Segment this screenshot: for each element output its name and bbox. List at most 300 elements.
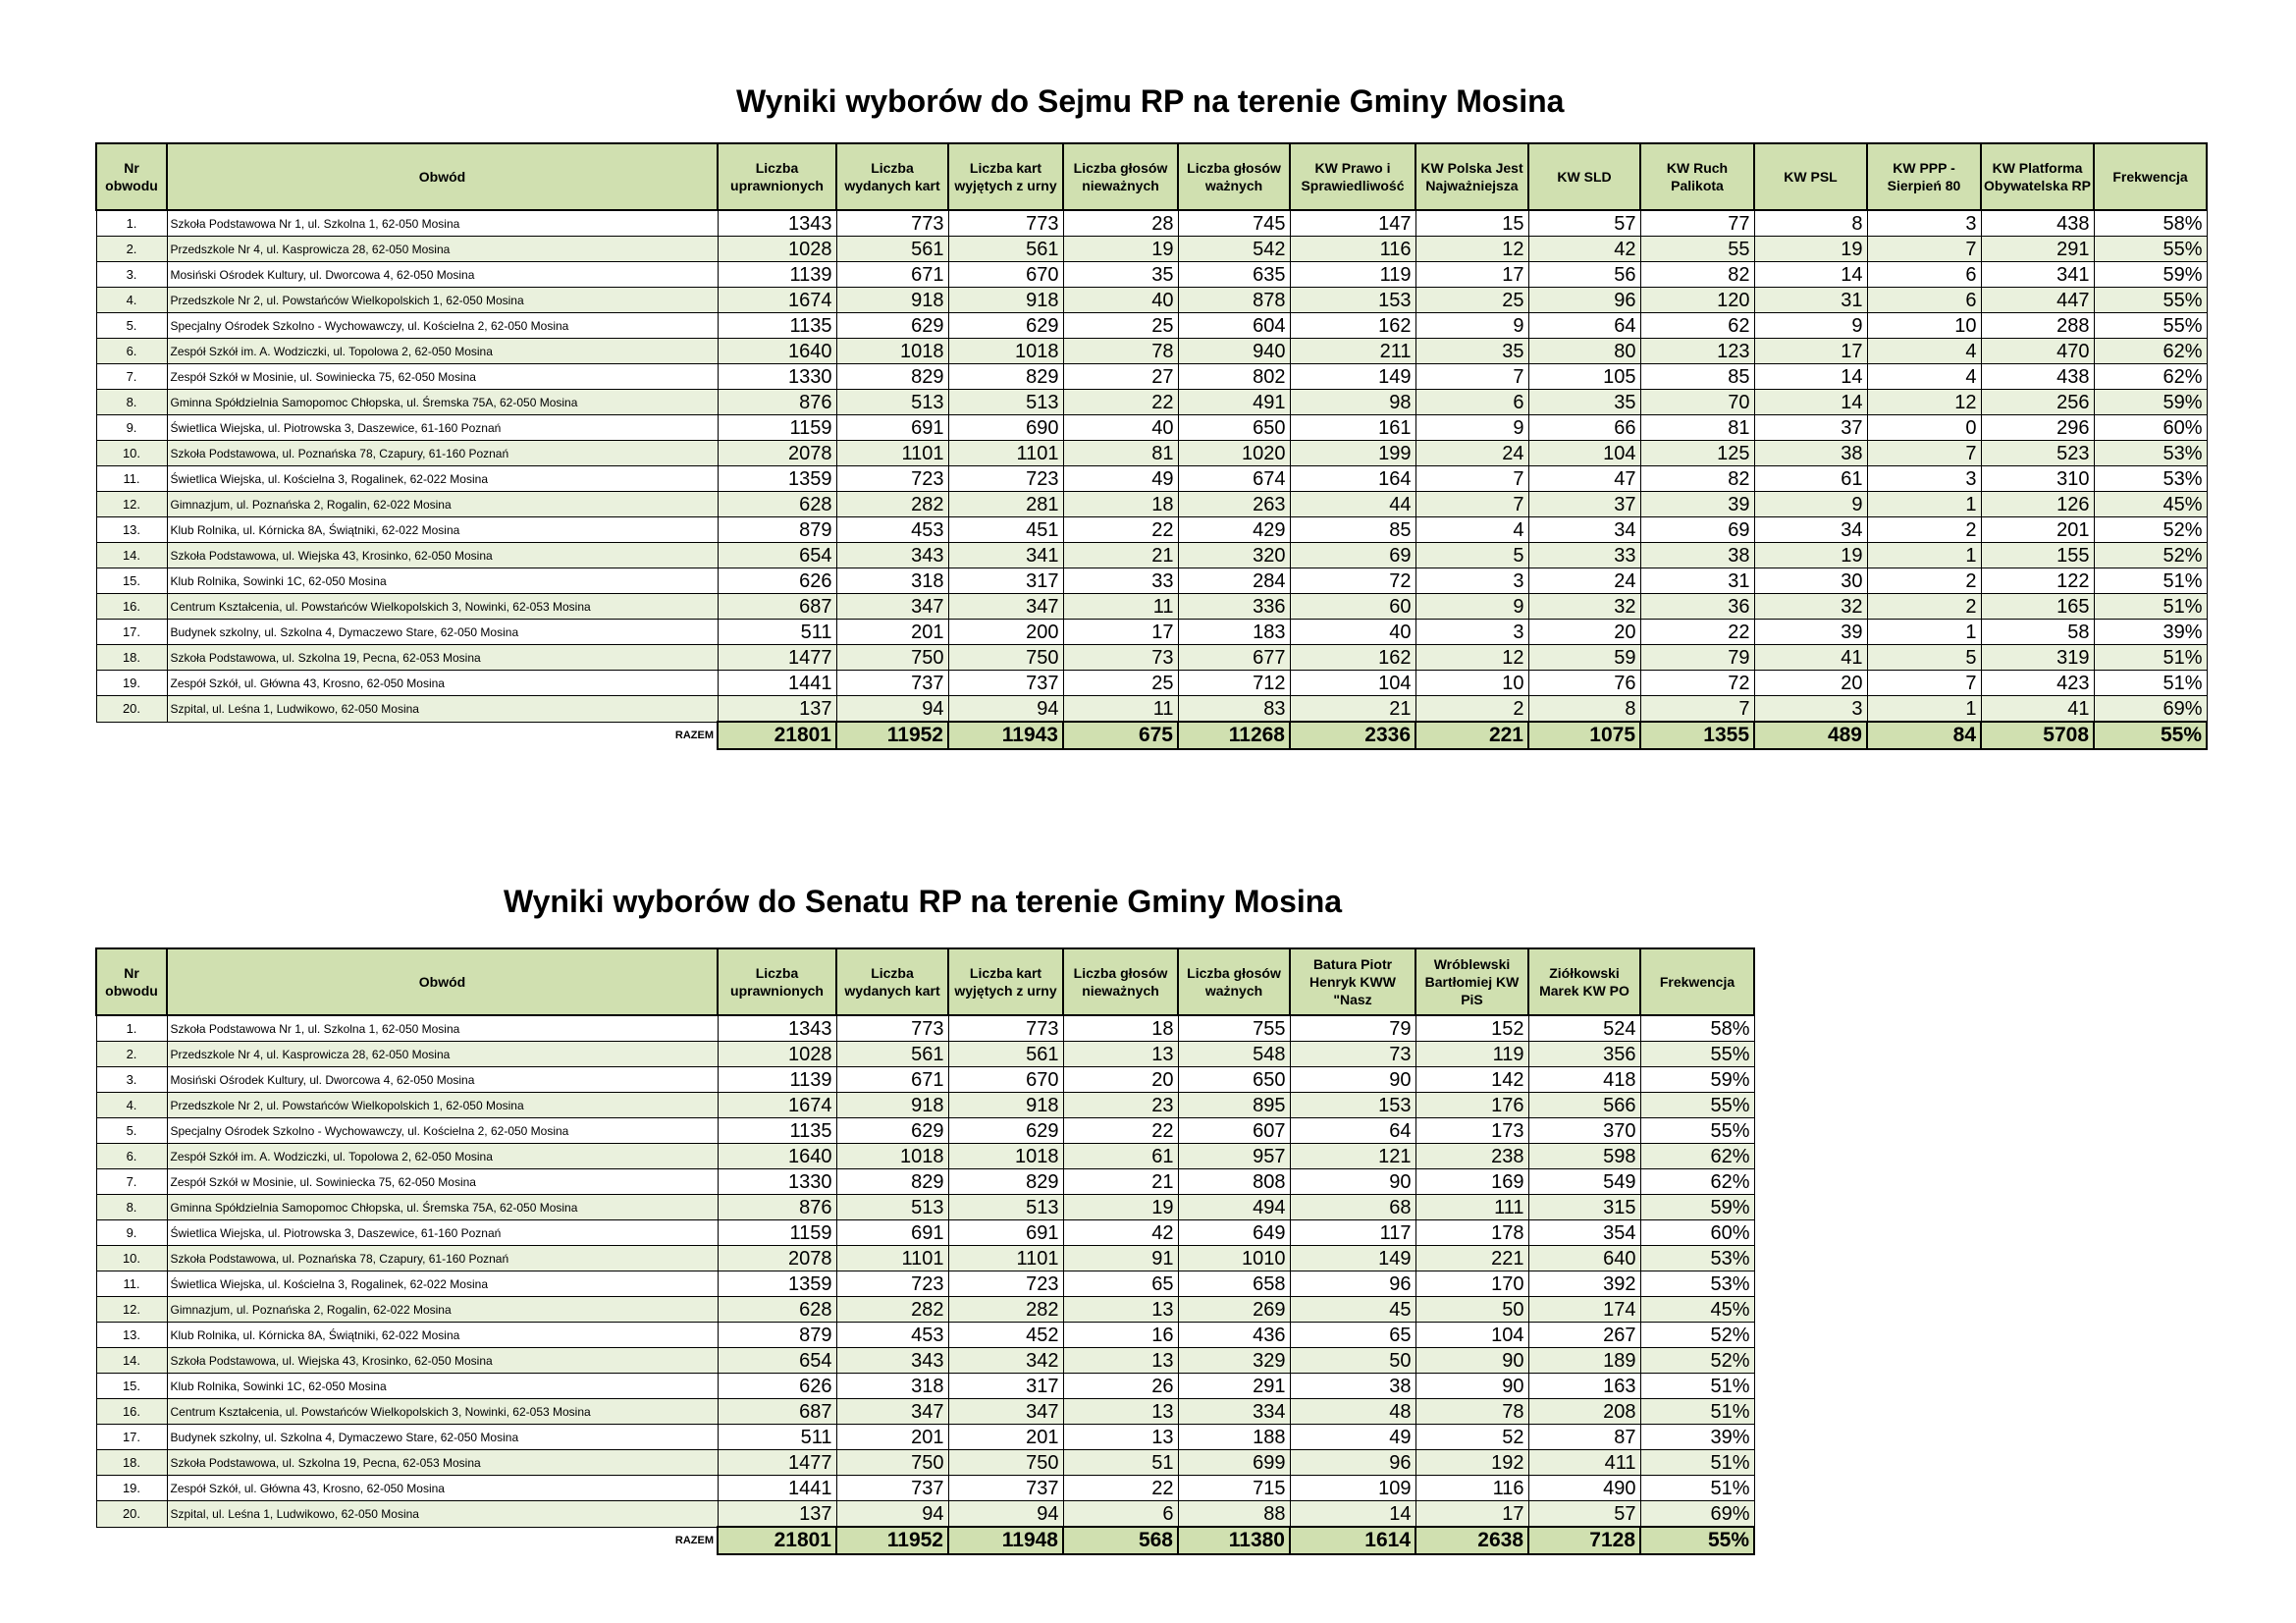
value-cell: 170: [1415, 1271, 1528, 1297]
value-cell: 1101: [948, 1246, 1063, 1271]
senat-results-table: [95, 947, 1755, 1555]
total-value-cell: 21801: [718, 722, 836, 749]
value-cell: 59%: [1640, 1195, 1754, 1220]
value-cell: 598: [1528, 1144, 1640, 1169]
value-cell: 17: [1754, 339, 1867, 364]
value-cell: 876: [718, 390, 836, 415]
district-name-cell: Specjalny Ośrodek Szkolno - Wychowawczy, ul. Kościelna 2, 62-050 Mosina: [167, 313, 718, 339]
value-cell: 96: [1528, 288, 1640, 313]
district-name-cell: Zespół Szkół w Mosinie, ul. Sowiniecka 75, 62-050 Mosina: [167, 1169, 718, 1195]
value-cell: 208: [1528, 1399, 1640, 1425]
value-cell: 42: [1528, 237, 1640, 262]
value-cell: 341: [948, 543, 1063, 568]
value-cell: 453: [836, 517, 948, 543]
value-cell: 640: [1528, 1246, 1640, 1271]
value-cell: 691: [836, 415, 948, 441]
value-cell: 879: [718, 1323, 836, 1348]
value-cell: 281: [948, 492, 1063, 517]
district-number-cell: 13.: [96, 517, 167, 543]
value-cell: 1441: [718, 1476, 836, 1501]
value-cell: 94: [948, 1501, 1063, 1528]
value-cell: 628: [718, 492, 836, 517]
value-cell: 58%: [1640, 1015, 1754, 1042]
value-cell: 33: [1528, 543, 1640, 568]
value-cell: 39%: [1640, 1425, 1754, 1450]
table-row: [96, 1195, 1754, 1220]
value-cell: 9: [1415, 415, 1528, 441]
value-cell: 1159: [718, 415, 836, 441]
value-cell: 105: [1528, 364, 1640, 390]
value-cell: 51%: [2094, 594, 2207, 620]
total-value-cell: 675: [1063, 722, 1178, 749]
value-cell: 64: [1528, 313, 1640, 339]
value-cell: 650: [1178, 415, 1290, 441]
value-cell: 347: [948, 1399, 1063, 1425]
value-cell: 3: [1867, 466, 1981, 492]
district-name-cell: Szkoła Podstawowa, ul. Wiejska 43, Krosinko, 62-050 Mosina: [167, 1348, 718, 1374]
table-row: [96, 390, 2207, 415]
district-number-cell: 20.: [96, 1501, 167, 1528]
district-name-cell: Świetlica Wiejska, ul. Piotrowska 3, Daszewice, 61-160 Poznań: [167, 415, 718, 441]
value-cell: 19: [1754, 543, 1867, 568]
total-value-cell: 11952: [836, 1527, 948, 1554]
value-cell: 76: [1528, 671, 1640, 696]
value-cell: 65: [1290, 1323, 1415, 1348]
value-cell: 47: [1528, 466, 1640, 492]
district-number-cell: 18.: [96, 1450, 167, 1476]
value-cell: 3: [1867, 210, 1981, 237]
table-row: [96, 1450, 1754, 1476]
total-value-cell: 1075: [1528, 722, 1640, 749]
table-row: [96, 288, 2207, 313]
value-cell: 2: [1867, 517, 1981, 543]
value-cell: 90: [1415, 1374, 1528, 1399]
value-cell: 85: [1640, 364, 1754, 390]
value-cell: 78: [1415, 1399, 1528, 1425]
value-cell: 723: [948, 1271, 1063, 1297]
value-cell: 879: [718, 517, 836, 543]
value-cell: 712: [1178, 671, 1290, 696]
value-cell: 8: [1528, 696, 1640, 723]
value-cell: 34: [1528, 517, 1640, 543]
value-cell: 284: [1178, 568, 1290, 594]
value-cell: 155: [1981, 543, 2094, 568]
value-cell: 31: [1754, 288, 1867, 313]
value-cell: 52%: [2094, 517, 2207, 543]
value-cell: 438: [1981, 210, 2094, 237]
total-value-cell: 7128: [1528, 1527, 1640, 1554]
district-name-cell: Szkoła Podstawowa, ul. Wiejska 43, Krosinko, 62-050 Mosina: [167, 543, 718, 568]
value-cell: 629: [948, 1118, 1063, 1144]
value-cell: 1135: [718, 313, 836, 339]
value-cell: 1139: [718, 1067, 836, 1093]
value-cell: 513: [836, 390, 948, 415]
value-cell: 6: [1867, 262, 1981, 288]
value-cell: 68: [1290, 1195, 1415, 1220]
senat-title: Wyniki wyborów do Senatu RP na terenie Gminy Mosina: [504, 884, 1343, 919]
value-cell: 153: [1290, 1093, 1415, 1118]
value-cell: 438: [1981, 364, 2094, 390]
total-value-cell: 11952: [836, 722, 948, 749]
value-cell: 21: [1063, 543, 1178, 568]
total-value-cell: 221: [1415, 722, 1528, 749]
value-cell: 78: [1063, 339, 1178, 364]
value-cell: 35: [1415, 339, 1528, 364]
district-name-cell: Zespół Szkół, ul. Główna 43, Krosno, 62-050 Mosina: [167, 1476, 718, 1501]
column-header: KW SLD: [1528, 143, 1640, 210]
value-cell: 119: [1415, 1042, 1528, 1067]
value-cell: 34: [1754, 517, 1867, 543]
district-number-cell: 6.: [96, 1144, 167, 1169]
table-row: [96, 441, 2207, 466]
value-cell: 7: [1867, 441, 1981, 466]
value-cell: 48: [1290, 1399, 1415, 1425]
value-cell: 98: [1290, 390, 1415, 415]
district-name-cell: Budynek szkolny, ul. Szkolna 4, Dymaczewo Stare, 62-050 Mosina: [167, 1425, 718, 1450]
district-name-cell: Świetlica Wiejska, ul. Kościelna 3, Rogalinek, 62-022 Mosina: [167, 1271, 718, 1297]
value-cell: 19: [1063, 237, 1178, 262]
senat-header-row: [96, 948, 1754, 1015]
column-header: KW Polska Jest Najważniejsza: [1415, 143, 1528, 210]
value-cell: 1: [1867, 543, 1981, 568]
value-cell: 201: [836, 620, 948, 645]
district-number-cell: 13.: [96, 1323, 167, 1348]
value-cell: 723: [836, 466, 948, 492]
value-cell: 423: [1981, 671, 2094, 696]
value-cell: 1135: [718, 1118, 836, 1144]
value-cell: 343: [836, 543, 948, 568]
value-cell: 1018: [836, 1144, 948, 1169]
value-cell: 13: [1063, 1399, 1178, 1425]
sejm-results-table: [95, 142, 2208, 750]
value-cell: 687: [718, 1399, 836, 1425]
totals-row: [96, 1527, 1754, 1554]
column-header: Obwód: [167, 948, 718, 1015]
value-cell: 447: [1981, 288, 2094, 313]
column-header: Liczba głosów nieważnych: [1063, 948, 1178, 1015]
value-cell: 109: [1290, 1476, 1415, 1501]
district-name-cell: Przedszkole Nr 4, ul. Kasprowicza 28, 62-050 Mosina: [167, 237, 718, 262]
value-cell: 6: [1063, 1501, 1178, 1528]
value-cell: 829: [948, 364, 1063, 390]
value-cell: 635: [1178, 262, 1290, 288]
value-cell: 87: [1528, 1425, 1640, 1450]
value-cell: 9: [1415, 594, 1528, 620]
value-cell: 41: [1754, 645, 1867, 671]
district-name-cell: Przedszkole Nr 4, ul. Kasprowicza 28, 62-050 Mosina: [167, 1042, 718, 1067]
value-cell: 174: [1528, 1297, 1640, 1323]
total-value-cell: 1355: [1640, 722, 1754, 749]
value-cell: 49: [1063, 466, 1178, 492]
value-cell: 7: [1415, 466, 1528, 492]
value-cell: 436: [1178, 1323, 1290, 1348]
total-value-cell: 5708: [1981, 722, 2094, 749]
value-cell: 125: [1640, 441, 1754, 466]
table-row: [96, 671, 2207, 696]
value-cell: 52%: [1640, 1323, 1754, 1348]
value-cell: 628: [718, 1297, 836, 1323]
value-cell: 69: [1640, 517, 1754, 543]
value-cell: 453: [836, 1323, 948, 1348]
value-cell: 22: [1063, 517, 1178, 543]
value-cell: 626: [718, 1374, 836, 1399]
column-header: Liczba kart wyjętych z urny: [948, 143, 1063, 210]
total-value-cell: 55%: [1640, 1527, 1754, 1554]
column-header: Frekwencja: [1640, 948, 1754, 1015]
value-cell: 690: [948, 415, 1063, 441]
value-cell: 94: [836, 696, 948, 723]
value-cell: 201: [948, 1425, 1063, 1450]
value-cell: 263: [1178, 492, 1290, 517]
district-name-cell: Szkoła Podstawowa Nr 1, ul. Szkolna 1, 62-050 Mosina: [167, 1015, 718, 1042]
value-cell: 1674: [718, 288, 836, 313]
value-cell: 7: [1415, 364, 1528, 390]
value-cell: 318: [836, 568, 948, 594]
table-row: [96, 1501, 1754, 1528]
total-value-cell: 21801: [718, 1527, 836, 1554]
value-cell: 104: [1528, 441, 1640, 466]
value-cell: 687: [718, 594, 836, 620]
value-cell: 829: [836, 364, 948, 390]
value-cell: 94: [948, 696, 1063, 723]
table-row: [96, 1169, 1754, 1195]
value-cell: 10: [1415, 671, 1528, 696]
totals-label: RAZEM: [674, 730, 714, 742]
value-cell: 96: [1290, 1450, 1415, 1476]
value-cell: 296: [1981, 415, 2094, 441]
value-cell: 31: [1640, 568, 1754, 594]
table-row: [96, 1271, 1754, 1297]
value-cell: 626: [718, 568, 836, 594]
value-cell: 62: [1640, 313, 1754, 339]
value-cell: 2: [1415, 696, 1528, 723]
district-number-cell: 12.: [96, 492, 167, 517]
value-cell: 549: [1528, 1169, 1640, 1195]
district-number-cell: 9.: [96, 415, 167, 441]
value-cell: 918: [836, 1093, 948, 1118]
value-cell: 96: [1290, 1271, 1415, 1297]
value-cell: 1018: [948, 339, 1063, 364]
value-cell: 39%: [2094, 620, 2207, 645]
value-cell: 1101: [948, 441, 1063, 466]
value-cell: 291: [1178, 1374, 1290, 1399]
value-cell: 72: [1640, 671, 1754, 696]
value-cell: 62%: [2094, 364, 2207, 390]
district-number-cell: 16.: [96, 1399, 167, 1425]
value-cell: 111: [1415, 1195, 1528, 1220]
value-cell: 52%: [2094, 543, 2207, 568]
total-value-cell: 11948: [948, 1527, 1063, 1554]
district-name-cell: Szkoła Podstawowa, ul. Poznańska 78, Czapury, 61-160 Poznań: [167, 1246, 718, 1271]
value-cell: 1018: [836, 339, 948, 364]
value-cell: 26: [1063, 1374, 1178, 1399]
value-cell: 192: [1415, 1450, 1528, 1476]
value-cell: 53%: [1640, 1271, 1754, 1297]
value-cell: 342: [948, 1348, 1063, 1374]
value-cell: 44: [1290, 492, 1415, 517]
table-row: [96, 1425, 1754, 1450]
value-cell: 542: [1178, 237, 1290, 262]
value-cell: 802: [1178, 364, 1290, 390]
value-cell: 18: [1063, 1015, 1178, 1042]
column-header: KW Ruch Palikota: [1640, 143, 1754, 210]
value-cell: 548: [1178, 1042, 1290, 1067]
value-cell: 91: [1063, 1246, 1178, 1271]
column-header: Frekwencja: [2094, 143, 2207, 210]
value-cell: 55%: [2094, 313, 2207, 339]
district-name-cell: Przedszkole Nr 2, ul. Powstańców Wielkopolskich 1, 62-050 Mosina: [167, 288, 718, 313]
column-header: Nr obwodu: [96, 143, 167, 210]
table-row: [96, 339, 2207, 364]
value-cell: 670: [948, 262, 1063, 288]
table-row: [96, 210, 2207, 237]
district-number-cell: 14.: [96, 1348, 167, 1374]
value-cell: 511: [718, 620, 836, 645]
value-cell: 671: [836, 262, 948, 288]
value-cell: 59: [1528, 645, 1640, 671]
value-cell: 38: [1640, 543, 1754, 568]
value-cell: 161: [1290, 415, 1415, 441]
value-cell: 1: [1867, 696, 1981, 723]
total-value-cell: 11380: [1178, 1527, 1290, 1554]
value-cell: 699: [1178, 1450, 1290, 1476]
value-cell: 57: [1528, 1501, 1640, 1528]
value-cell: 329: [1178, 1348, 1290, 1374]
value-cell: 16: [1063, 1323, 1178, 1348]
value-cell: 604: [1178, 313, 1290, 339]
table-row: [96, 1042, 1754, 1067]
value-cell: 165: [1981, 594, 2094, 620]
value-cell: 81: [1063, 441, 1178, 466]
value-cell: 715: [1178, 1476, 1290, 1501]
table-row: [96, 1246, 1754, 1271]
value-cell: 1640: [718, 339, 836, 364]
value-cell: 37: [1528, 492, 1640, 517]
district-name-cell: Szkoła Podstawowa Nr 1, ul. Szkolna 1, 62-050 Mosina: [167, 210, 718, 237]
value-cell: 829: [948, 1169, 1063, 1195]
value-cell: 677: [1178, 645, 1290, 671]
value-cell: 1359: [718, 1271, 836, 1297]
column-header: Liczba wydanych kart: [836, 143, 948, 210]
district-number-cell: 8.: [96, 390, 167, 415]
value-cell: 13: [1063, 1042, 1178, 1067]
column-header: Batura Piotr Henryk KWW "Nasz: [1290, 948, 1415, 1015]
value-cell: 51%: [1640, 1476, 1754, 1501]
value-cell: 14: [1754, 390, 1867, 415]
table-row: [96, 1118, 1754, 1144]
value-cell: 53%: [1640, 1246, 1754, 1271]
value-cell: 65: [1063, 1271, 1178, 1297]
value-cell: 51: [1063, 1450, 1178, 1476]
value-cell: 61: [1754, 466, 1867, 492]
value-cell: 745: [1178, 210, 1290, 237]
value-cell: 1020: [1178, 441, 1290, 466]
value-cell: 750: [836, 645, 948, 671]
value-cell: 1674: [718, 1093, 836, 1118]
district-number-cell: 4.: [96, 288, 167, 313]
value-cell: 183: [1178, 620, 1290, 645]
value-cell: 53%: [2094, 466, 2207, 492]
value-cell: 40: [1290, 620, 1415, 645]
district-number-cell: 1.: [96, 210, 167, 237]
value-cell: 607: [1178, 1118, 1290, 1144]
table-row: [96, 492, 2207, 517]
value-cell: 737: [948, 671, 1063, 696]
value-cell: 491: [1178, 390, 1290, 415]
table-row: [96, 620, 2207, 645]
value-cell: 30: [1754, 568, 1867, 594]
value-cell: 59%: [2094, 390, 2207, 415]
value-cell: 341: [1981, 262, 2094, 288]
value-cell: 20: [1754, 671, 1867, 696]
value-cell: 513: [948, 390, 1063, 415]
value-cell: 19: [1063, 1195, 1178, 1220]
district-name-cell: Przedszkole Nr 2, ul. Powstańców Wielkopolskich 1, 62-050 Mosina: [167, 1093, 718, 1118]
value-cell: 524: [1528, 1015, 1640, 1042]
value-cell: 356: [1528, 1042, 1640, 1067]
district-name-cell: Szkoła Podstawowa, ul. Szkolna 19, Pecna, 62-053 Mosina: [167, 1450, 718, 1476]
value-cell: 918: [948, 288, 1063, 313]
value-cell: 55: [1640, 237, 1754, 262]
value-cell: 94: [836, 1501, 948, 1528]
value-cell: 120: [1640, 288, 1754, 313]
value-cell: 59%: [1640, 1067, 1754, 1093]
district-name-cell: Mosiński Ośrodek Kultury, ul. Dworcowa 4, 62-050 Mosina: [167, 262, 718, 288]
district-number-cell: 20.: [96, 696, 167, 723]
value-cell: 9: [1415, 313, 1528, 339]
value-cell: 523: [1981, 441, 2094, 466]
value-cell: 153: [1290, 288, 1415, 313]
table-row: [96, 237, 2207, 262]
value-cell: 291: [1981, 237, 2094, 262]
district-name-cell: Gminna Spółdzielnia Samopomoc Chłopska, ul. Śremska 75A, 62-050 Mosina: [167, 1195, 718, 1220]
value-cell: 41: [1981, 696, 2094, 723]
value-cell: 51%: [2094, 568, 2207, 594]
total-value-cell: 568: [1063, 1527, 1178, 1554]
value-cell: 51%: [1640, 1374, 1754, 1399]
value-cell: 7: [1867, 237, 1981, 262]
district-number-cell: 17.: [96, 620, 167, 645]
value-cell: 317: [948, 568, 1063, 594]
total-value-cell: 1614: [1290, 1527, 1415, 1554]
district-number-cell: 14.: [96, 543, 167, 568]
value-cell: 55%: [2094, 288, 2207, 313]
value-cell: 123: [1640, 339, 1754, 364]
district-name-cell: Szpital, ul. Leśna 1, Ludwikowo, 62-050 Mosina: [167, 696, 718, 723]
value-cell: 79: [1640, 645, 1754, 671]
value-cell: 201: [1981, 517, 2094, 543]
district-name-cell: Klub Rolnika, Sowinki 1C, 62-050 Mosina: [167, 568, 718, 594]
value-cell: 51%: [1640, 1450, 1754, 1476]
value-cell: 1101: [836, 441, 948, 466]
column-header: KW Prawo i Sprawiedliwość: [1290, 143, 1415, 210]
district-number-cell: 7.: [96, 364, 167, 390]
district-name-cell: Szkoła Podstawowa, ul. Poznańska 78, Czapury, 61-160 Poznań: [167, 441, 718, 466]
value-cell: 20: [1063, 1067, 1178, 1093]
table-row: [96, 543, 2207, 568]
value-cell: 147: [1290, 210, 1415, 237]
table-row: [96, 1067, 1754, 1093]
value-cell: 25: [1063, 671, 1178, 696]
value-cell: 83: [1178, 696, 1290, 723]
value-cell: 32: [1528, 594, 1640, 620]
value-cell: 25: [1415, 288, 1528, 313]
value-cell: 723: [836, 1271, 948, 1297]
value-cell: 723: [948, 466, 1063, 492]
value-cell: 918: [948, 1093, 1063, 1118]
value-cell: 10: [1867, 313, 1981, 339]
value-cell: 451: [948, 517, 1063, 543]
